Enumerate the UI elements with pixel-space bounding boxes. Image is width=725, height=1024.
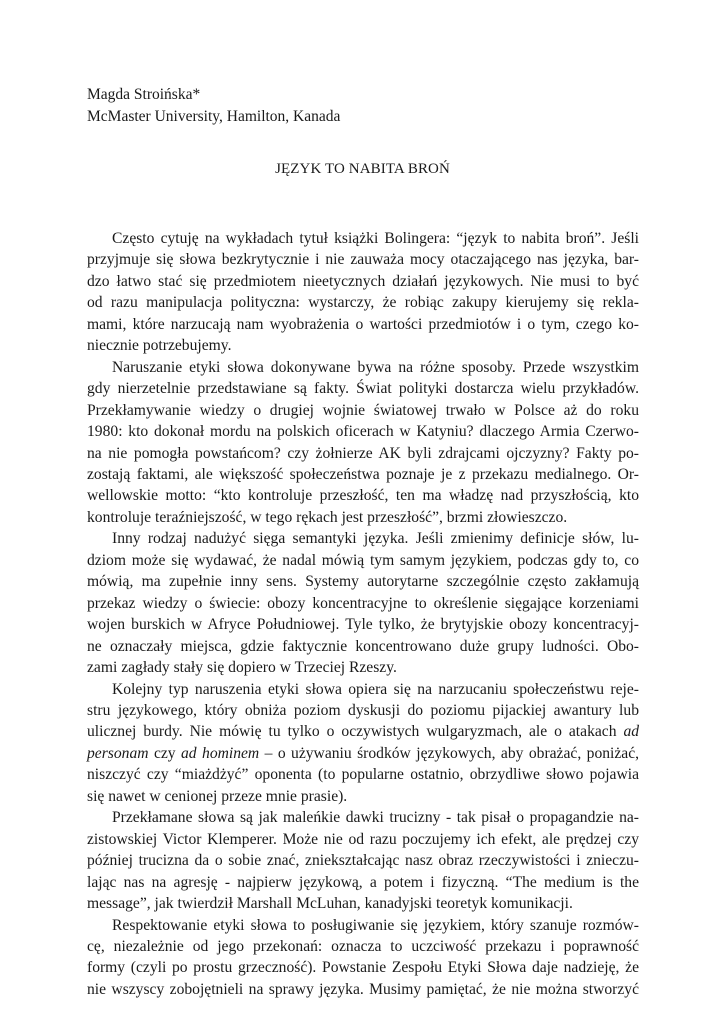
author-affiliation: McMaster University, Hamilton, Kanada xyxy=(87,108,341,125)
text-line: nie wszyscy zobojętnieli na sprawy języka. Musimy pamiętać, że nie można stworzyć xyxy=(87,980,639,998)
author-block xyxy=(87,84,340,128)
author-name: Magda Stroińska* xyxy=(87,86,201,103)
text-line: Inny rodzaj nadużyć sięga semantyki języka. Jeśli zmienimy definicje słów, lu- xyxy=(112,530,639,548)
paragraph xyxy=(87,228,639,357)
text-line: gdy nierzetelnie przedstawiane są fakty. Świat polityki dostarcza wielu przykładów. xyxy=(87,380,639,398)
text-line: personam czy ad hominem – o używaniu środków językowych, aby obrażać, poniżać, xyxy=(87,744,640,762)
text-line: Respektowanie etyki słowa to posługiwanie się językiem, który szanuje rozmów- xyxy=(112,916,639,934)
text-line: Przekłamywanie wiedzy o drugiej wojnie światowej trwało w Polsce aż do roku xyxy=(87,401,639,419)
text-line: wellowskie motto: “kto kontroluje przeszłość, ten ma władzę nad przyszłością, kto xyxy=(87,487,639,505)
article-title: JĘZYK TO NABITA BROŃ xyxy=(275,161,450,177)
text-line: zistowskiej Victor Klemperer. Może nie od razu poczujemy ich efekt, ale prędzej czy xyxy=(87,830,639,848)
paragraph xyxy=(87,357,639,529)
text-line: niszczyć czy “miażdżyć” oponenta (to popularne ostatnio, obrzydliwe słowo pojawia xyxy=(87,766,639,784)
text-line: dzo łatwo stać się przedmiotem nieetycznych działań językowych. Nie musi to być xyxy=(87,272,639,290)
text-line: Kolejny typ naruszenia etyki słowa opiera się na narzucaniu społeczeństwu reje- xyxy=(112,680,639,698)
text-line: mówią, ma zupełnie inny sens. Systemy autorytarne szczególnie często zakłamują xyxy=(87,573,639,591)
text-line: Przekłamane słowa są jak maleńkie dawki trucizny - tak pisał o propagandzie na- xyxy=(112,809,639,827)
text-line: się nawet w cenionej przeze mnie prasie). xyxy=(87,787,348,805)
text-line: zostają faktami, ale większość społeczeństwa poznaje je z przekazu medialnego. Or- xyxy=(87,465,639,483)
paragraph xyxy=(87,679,639,808)
text-line: 1980: kto dokonał mordu na polskich oficerach w Katyniu? dlaczego Armia Czerwo- xyxy=(87,423,639,441)
article-body xyxy=(87,228,639,1000)
text-line: cę, niezależnie od jego przekonań: oznacza to uczciwość przekazu i poprawność xyxy=(87,937,639,955)
text-line: mami, które narzucają nam wyobrażenia o wartości przedmiotów i o tym, czego ko- xyxy=(87,315,639,333)
text-line: ne oznaczały miejsca, gdzie faktycznie koncentrowano duże grupy ludności. Obo- xyxy=(87,637,639,655)
text-line: zami zagłady stały się dopiero w Trzeciej Rzeszy. xyxy=(87,659,397,677)
text-line: kontroluje teraźniejszość, w tego rękach jest przeszłość”, brzmi złowieszczo. xyxy=(87,508,568,526)
text-line: Często cytuję na wykładach tytuł książki Bolingera: “język to nabita broń”. Jeśli xyxy=(112,230,639,247)
text-line: ulicznej burdy. Nie mówię tu tylko o oczywistych wulgaryzmach, ale o atakach ad xyxy=(87,723,640,741)
text-line: wojen burskich w Afryce Południowej. Tyle tylko, że brytyjskie obozy koncentracyj- xyxy=(87,616,639,634)
text-line: przyjmuje się słowa bezkrytycznie i nie zauważa mocy otaczającego nas języka, bar- xyxy=(87,251,639,269)
paragraph xyxy=(87,915,639,1001)
text-line: na nie pomogła powstańcom? czy żołnierze AK byli zdrajcami ojczyzny? Fakty po- xyxy=(87,444,639,462)
text-line: message”, jak twierdził Marshall McLuhan, kanadyjski teoretyk komunikacji. xyxy=(87,895,573,913)
text-line: od razu manipulacja polityczna: wystarczy, że robiąc zakupy kierujemy się rekla- xyxy=(87,294,639,312)
text-line: Naruszanie etyki słowa dokonywane bywa na różne sposoby. Przede wszystkim xyxy=(112,358,639,376)
text-line: formy (czyli po prostu grzeczność). Powstanie Zespołu Etyki Słowa daje nadzieję, że xyxy=(87,959,639,977)
paragraph xyxy=(87,807,639,914)
text-line: później trucizna da o sobie znać, zniekształcając nasz obraz rzeczywistości i znieczu- xyxy=(87,852,639,870)
text-line: stru językowego, który obniża poziom dyskusji do poziomu pijackiej awantury lub xyxy=(87,701,639,719)
text-line: lając nas na agresję - najpierw językową, a potem i fizyczną. “The medium is the xyxy=(87,873,639,891)
paragraph xyxy=(87,528,639,678)
text-line: dziom może się wydawać, że nadal mówią tym samym językiem, podczas gdy to, co xyxy=(87,551,639,569)
text-line: przekaz wiedzy o świecie: obozy koncentracyjne to określenie sięgające korzeniami xyxy=(87,594,639,612)
text-line: niecznie potrzebujemy. xyxy=(87,337,232,355)
